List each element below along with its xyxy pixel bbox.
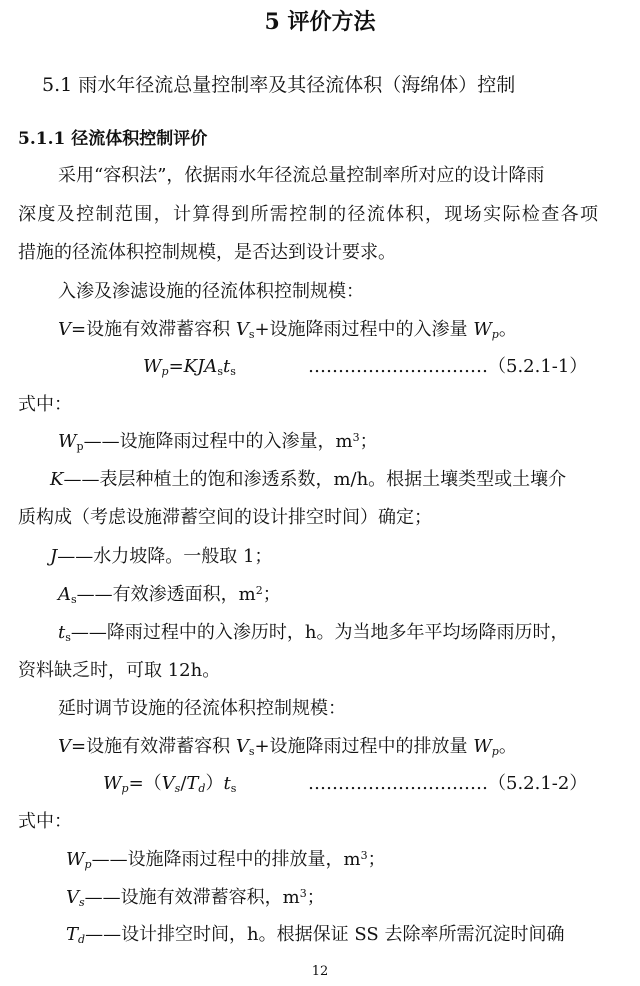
- equation-1-number: …………………………（5.2.1-1）: [308, 356, 588, 377]
- paragraph-line-3: 措施的径流体积控制规模，是否达到设计要求。: [18, 242, 396, 263]
- where-label-1: 式中：: [18, 394, 72, 415]
- definition-vs: $V_s——$设施有效滞蓄容积，$m^3$；: [66, 887, 325, 909]
- equation-1-formula: $W_p=KJA_st_s$: [143, 356, 236, 378]
- definition-k: K——表层种植土的饱和渗透系数，m/h。根据土壤类型或土壤介: [50, 469, 567, 490]
- equation-2-number: …………………………（5.2.1-2）: [308, 773, 588, 794]
- equation-2-text: V=设施有效滞蓄容积 $V_s+$设施降雨过程中的排放量 $W_p$。: [58, 736, 517, 758]
- where-label-2: 式中：: [18, 811, 72, 832]
- equation-1-text: V=设施有效滞蓄容积 $V_s+$设施降雨过程中的入渗量 $W_p$。: [58, 319, 517, 341]
- paragraph-line-1: 采用“容积法”，依据雨水年径流总量控制率所对应的设计降雨: [58, 165, 545, 186]
- paragraph-line-2: 深度及控制范围，计算得到所需控制的径流体积，现场实际检查各项: [18, 204, 598, 225]
- definition-wp-2: $W_p——$设施降雨过程中的排放量，$m^3$；: [66, 849, 386, 871]
- delay-heading: 延时调节设施的径流体积控制规模：: [58, 698, 346, 719]
- definition-td: $T_d——$设计排空时间，h。根据保证 SS 去除率所需沉淀时间确: [66, 924, 565, 946]
- definition-ts-continued: 资料缺乏时，可取 12h。: [18, 660, 221, 681]
- definition-k-continued: 质构成（考虑设施滞蓄空间的设计排空时间）确定；: [18, 507, 432, 528]
- definition-as: $A_s——$有效渗透面积，$m^2$；: [58, 584, 281, 606]
- section-title: 5.1 雨水年径流总量控制率及其径流体积（海绵体）控制: [42, 74, 516, 96]
- definition-ts: $t_s——$降雨过程中的入渗历时，h。为当地多年平均场降雨历时，: [58, 622, 569, 644]
- equation-2-formula: $W_p=(V_s/T_d)t_s$: [103, 773, 237, 795]
- subsection-title: 5.1.1 径流体积控制评价: [18, 129, 208, 149]
- page-number: 12: [311, 964, 329, 979]
- chapter-title: 5 评价方法: [264, 9, 376, 35]
- definition-j: J——水力坡降。一般取 1；: [50, 546, 273, 567]
- infiltration-heading: 入渗及渗滤设施的径流体积控制规模：: [58, 281, 364, 302]
- definition-wp: $W_p——$设施降雨过程中的入渗量，$m^3$；: [58, 431, 378, 453]
